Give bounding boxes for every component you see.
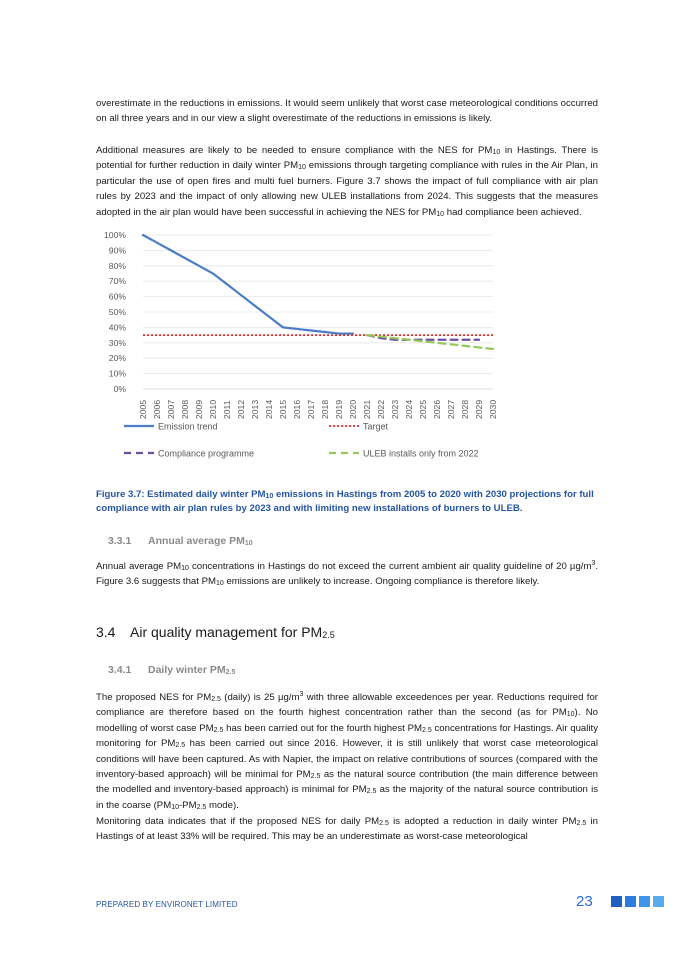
x-tick-label: 2007 <box>166 399 176 419</box>
y-tick-label: 100% <box>104 230 126 240</box>
y-tick-label: 30% <box>108 337 126 348</box>
x-tick-label: 2025 <box>418 399 428 419</box>
footer-square <box>625 896 636 907</box>
x-tick-label: 2012 <box>236 399 246 419</box>
x-tick-label: 2029 <box>474 399 484 419</box>
x-tick-label: 2016 <box>292 399 302 419</box>
paragraph-overestimate: overestimate in the reductions in emissions. It would seem unlikely that worst case meteorological conditions occurred on all three years and in our view a slight overestimate of the reductions in emissions is likely. <box>96 98 598 125</box>
footer-square <box>611 896 622 907</box>
y-tick-label: 10% <box>108 368 126 379</box>
x-tick-label: 2019 <box>334 399 344 419</box>
x-tick-label: 2023 <box>390 399 400 419</box>
paragraph-proposed-nes: The proposed NES for $PM_{2.5}$ (daily) is 25 $\mu g/m^3$ with three allowable exceedences per year. Reductions required for compliance are therefore based on the fourth highest concentration rather than the second (as for $PM_{10}$). No modelling of worst case $PM_{2.5}$ has been carried out for the fourth highest $PM_{2.5}$ concentrations for Hastings. Air quality monitoring for $PM_{2.5}$ has been carried out since 2016. However, it is still unlikely that worst case meteorological conditions will have been captured. As with Napier, the impact on relative contributions of sources (compared with the inventory-based approach) will be minimal for $PM_{2.5}$ as the natural source contribution (the main difference between the modelled and inventory-based approach) is minimal for $PM_{2.5}$ as the majority of the natural source contribution is in the coarse ($PM_{10}-PM_{2.5}$ mode). <box>96 691 598 811</box>
page-number: 23 <box>576 893 593 910</box>
y-tick-label: 40% <box>108 322 126 333</box>
paragraph-annual-average: Annual average $PM_{10}$ concentrations in Hastings do not exceed the current ambient air quality guideline of 20 $\mu g/m^3$. Figure 3.6 suggests that $PM_{10}$ emissions are unlikely to increase. Ongoing compliance is therefore likely. <box>96 560 599 588</box>
figure-caption: Figure 3.7: Estimated daily winter $PM_{10}$ emissions in Hastings from 2005 to 2020 with 2030 projections for full compliance with air plan rules by 2023 and with limiting new installations of burners to ULEB. <box>96 489 594 514</box>
x-tick-label: 2020 <box>348 399 358 419</box>
x-tick-label: 2021 <box>362 399 372 419</box>
y-tick-label: 50% <box>108 307 126 317</box>
y-tick-label: 90% <box>108 245 126 256</box>
legend-label: Target <box>363 421 389 432</box>
series-line-uleb-installs-only-from-2022 <box>367 335 493 349</box>
paragraph-monitoring-data: Monitoring data indicates that if the proposed NES for daily $PM_{2.5}$ is adopted a reduction in daily winter $PM_{2.5}$ in Hastings of at least 33% will be required. This may be an underestimate as worst-case meteorological <box>96 816 598 843</box>
x-tick-label: 2015 <box>278 399 288 419</box>
legend-label: Emission trend <box>158 421 218 432</box>
footer-square <box>639 896 650 907</box>
y-tick-label: 60% <box>108 291 126 302</box>
section-heading-3-4-1: 3.4.1 Daily winter $PM_{2.5}$ <box>108 664 236 676</box>
y-tick-label: 0% <box>113 384 126 394</box>
x-tick-label: 2005 <box>138 399 148 419</box>
footer-prepared-by: PREPARED BY ENVIRONET LIMITED <box>96 900 238 909</box>
x-tick-label: 2008 <box>180 399 190 419</box>
emissions-line-chart <box>96 222 506 467</box>
y-tick-label: 80% <box>108 260 126 271</box>
footer-square <box>653 896 664 907</box>
y-tick-label: 70% <box>108 276 126 287</box>
x-tick-label: 2013 <box>250 399 260 419</box>
x-tick-label: 2014 <box>264 399 274 419</box>
x-tick-label: 2017 <box>306 399 316 419</box>
section-heading-3-3-1: 3.3.1 Annual average $PM_{10}$ <box>108 535 253 547</box>
legend-label: ULEB installs only from 2022 <box>363 448 479 459</box>
x-tick-label: 2022 <box>376 399 386 419</box>
paragraph-additional-measures: Additional measures are likely to be needed to ensure compliance with the NES for $PM_{10}$ in Hastings. There is potential for further reduction in daily winter $PM_{10}$ emissions through targeting compliance with rules in the Air Plan, in particular the use of open fires and multi fuel burners. Figure 3.7 shows the impact of full compliance with air plan rules by 2023 and the impact of only allowing new ULEB installations from 2024. This suggests that the measures adopted in the air plan would have been successful in achieving the NES for $PM_{10}$ had compliance been achieved. <box>96 145 599 218</box>
series-line-emission-trend <box>143 235 353 334</box>
y-tick-label: 20% <box>108 353 126 364</box>
x-tick-label: 2030 <box>488 399 498 419</box>
x-tick-label: 2011 <box>222 400 232 419</box>
x-tick-label: 2027 <box>446 399 456 419</box>
legend-label: Compliance programme <box>158 448 255 459</box>
x-tick-label: 2024 <box>404 399 414 419</box>
x-tick-label: 2006 <box>152 399 162 419</box>
x-tick-label: 2018 <box>320 399 330 419</box>
x-tick-label: 2028 <box>460 399 470 419</box>
x-tick-label: 2026 <box>432 399 442 419</box>
x-tick-label: 2010 <box>208 399 218 419</box>
section-heading-3-4: 3.4 Air quality management for $PM_{2.5}$ <box>96 624 335 640</box>
x-tick-label: 2009 <box>194 399 204 419</box>
